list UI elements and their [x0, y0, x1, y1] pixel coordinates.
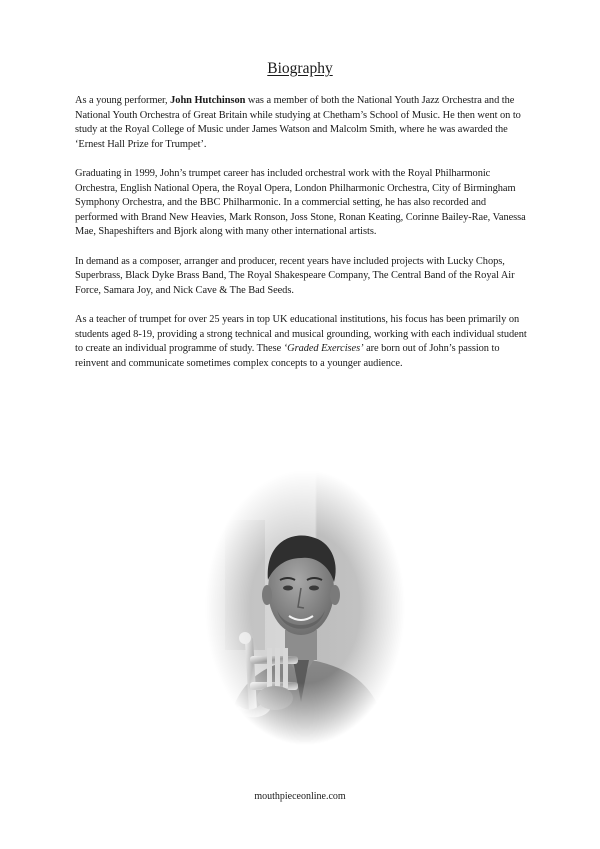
portrait-photo: [205, 470, 405, 745]
footer-website: mouthpieceonline.com: [254, 791, 346, 802]
paragraph-text: was a member of both the National Youth Jazz Orchestra and the National Youth Orchestra of Great Britain while studying at Chetham’s School of Music. He then went on to study at the Royal College of Music under James Watson and Malcolm Smith, where he was awarded the ‘Ernest Hall Prize for Trumpet’.: [75, 95, 521, 150]
paragraph-text: As a young performer,: [75, 95, 171, 106]
paragraph-teaching: [75, 313, 531, 371]
page-title: Biography: [267, 60, 333, 77]
paragraph-composer: In demand as a composer, arranger and producer, recent years have included projects with Lucky Chops, Superbrass, Black Dyke Brass Band, The Royal Shakespeare Company, The Central Band of the Royal Air Force, Samara Joy, and Nick Cave & The Bad Seeds.: [75, 255, 515, 296]
paragraph-text: As a teacher of trumpet for over 25 years in top UK educational institutions, his focus has been primarily on students aged 8-19, providing a strong technical and musical grounding, working with each individual student to create an individual programme of study. These: [75, 313, 527, 355]
performer-name: John Hutchinson: [170, 95, 246, 106]
graded-exercises-title: ‘Graded Exercises’: [283, 343, 364, 355]
biography-body: [75, 94, 531, 386]
paragraph-early-career: [75, 94, 531, 152]
paragraph-professional-career: Graduating in 1999, John’s trumpet career has included orchestral work with the Royal Philharmonic Orchestra, English National Opera, the Royal Opera, London Philharmonic Orchestra, City of Birmingham Symphony Orchestra, and the BBC Philharmonic. In a commercial setting, he has also recorded and performed with Brand New Heavies, Mark Ronson, Joss Stone, Ronan Keating, Corinne Bailey-Rae, Vanessa Mae, Shapeshifters and Bjork along with many other international artists.: [75, 167, 526, 238]
paragraph-text: are born out of John’s passion to reinvent and communicate sometimes complex concepts to a younger audience.: [75, 343, 500, 369]
